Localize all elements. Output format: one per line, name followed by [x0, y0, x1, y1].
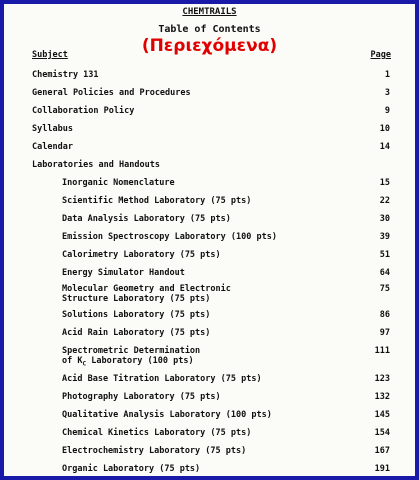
toc-entry-page: 154 [374, 428, 390, 438]
toc-entry-title: Emission Spectroscopy Laboratory (100 pts) [62, 232, 277, 242]
toc-entry-page: 30 [379, 214, 390, 224]
toc-entry-page: 167 [374, 446, 390, 456]
toc-entry-page: 1 [384, 70, 390, 80]
toc-entry-page: 111 [374, 346, 390, 356]
toc-entry-title: Photography Laboratory (75 pts) [62, 392, 221, 402]
toc-entry-page: 14 [379, 142, 390, 152]
toc-entry-title: Energy Simulator Handout [62, 268, 185, 278]
toc-entry-title: Qualitative Analysis Laboratory (100 pts) [62, 410, 272, 420]
toc-entry-title-line: Spectrometric Determination [62, 346, 201, 356]
toc-entry-page: 64 [379, 268, 390, 278]
toc-entry-title: Calendar [32, 142, 73, 152]
page-column-header: Page [370, 50, 391, 60]
toc-entry-page: 9 [384, 106, 390, 116]
toc-entry-title-line: Molecular Geometry and Electronic [62, 284, 231, 294]
toc-entry-page: 15 [379, 178, 390, 188]
toc-entry-title: Data Analysis Laboratory (75 pts) [62, 214, 231, 224]
toc-entry-page: 75 [379, 284, 390, 294]
toc-entry-page: 97 [379, 328, 390, 338]
toc-entry-title [62, 346, 200, 370]
toc-entry-title: Solutions Laboratory (75 pts) [62, 310, 211, 320]
toc-entry-title: Laboratories and Handouts [32, 160, 160, 170]
toc-entry-page: 191 [374, 464, 390, 474]
toc-title: Table of Contents [158, 24, 261, 35]
toc-entry-title: Chemistry 131 [32, 70, 99, 80]
toc-entry-title-part: of K [62, 356, 83, 366]
toc-entry-page: 3 [384, 88, 390, 98]
toc-entry-title-line: Structure Laboratory (75 pts) [62, 294, 211, 304]
toc-entry-title: Organic Laboratory (75 pts) [62, 464, 201, 474]
greek-title: (Περιεχόμενα) [141, 36, 278, 56]
toc-entry-title [62, 284, 231, 304]
toc-entry-title: Acid Base Titration Laboratory (75 pts) [62, 374, 262, 384]
toc-entry-title-part: Laboratory (100 pts) [86, 356, 194, 366]
toc-entry-title: Acid Rain Laboratory (75 pts) [62, 328, 211, 338]
toc-entry-title-line [62, 356, 200, 370]
toc-entry-page: 132 [374, 392, 390, 402]
toc-entry-page: 51 [379, 250, 390, 260]
document-title: CHEMTRAILS [182, 7, 237, 17]
subject-column-header: Subject [32, 50, 68, 60]
toc-entry-title: Electrochemistry Laboratory (75 pts) [62, 446, 247, 456]
kc-subscript: C [82, 360, 87, 368]
toc-entry-title: Scientific Method Laboratory (75 pts) [62, 196, 252, 206]
toc-entry-page: 10 [379, 124, 390, 134]
toc-entry-page: 145 [374, 410, 390, 420]
toc-entry-page: 123 [374, 374, 390, 384]
toc-entry-title: General Policies and Procedures [32, 88, 191, 98]
toc-entry-page: 86 [379, 310, 390, 320]
toc-entry-title: Chemical Kinetics Laboratory (75 pts) [62, 428, 252, 438]
toc-entry-page: 39 [379, 232, 390, 242]
toc-entry-title: Inorganic Nomenclature [62, 178, 175, 188]
toc-entry-title: Syllabus [32, 124, 73, 134]
toc-entry-title: Collaboration Policy [32, 106, 135, 116]
toc-entry-page: 22 [379, 196, 390, 206]
toc-entry-title: Calorimetry Laboratory (75 pts) [62, 250, 221, 260]
